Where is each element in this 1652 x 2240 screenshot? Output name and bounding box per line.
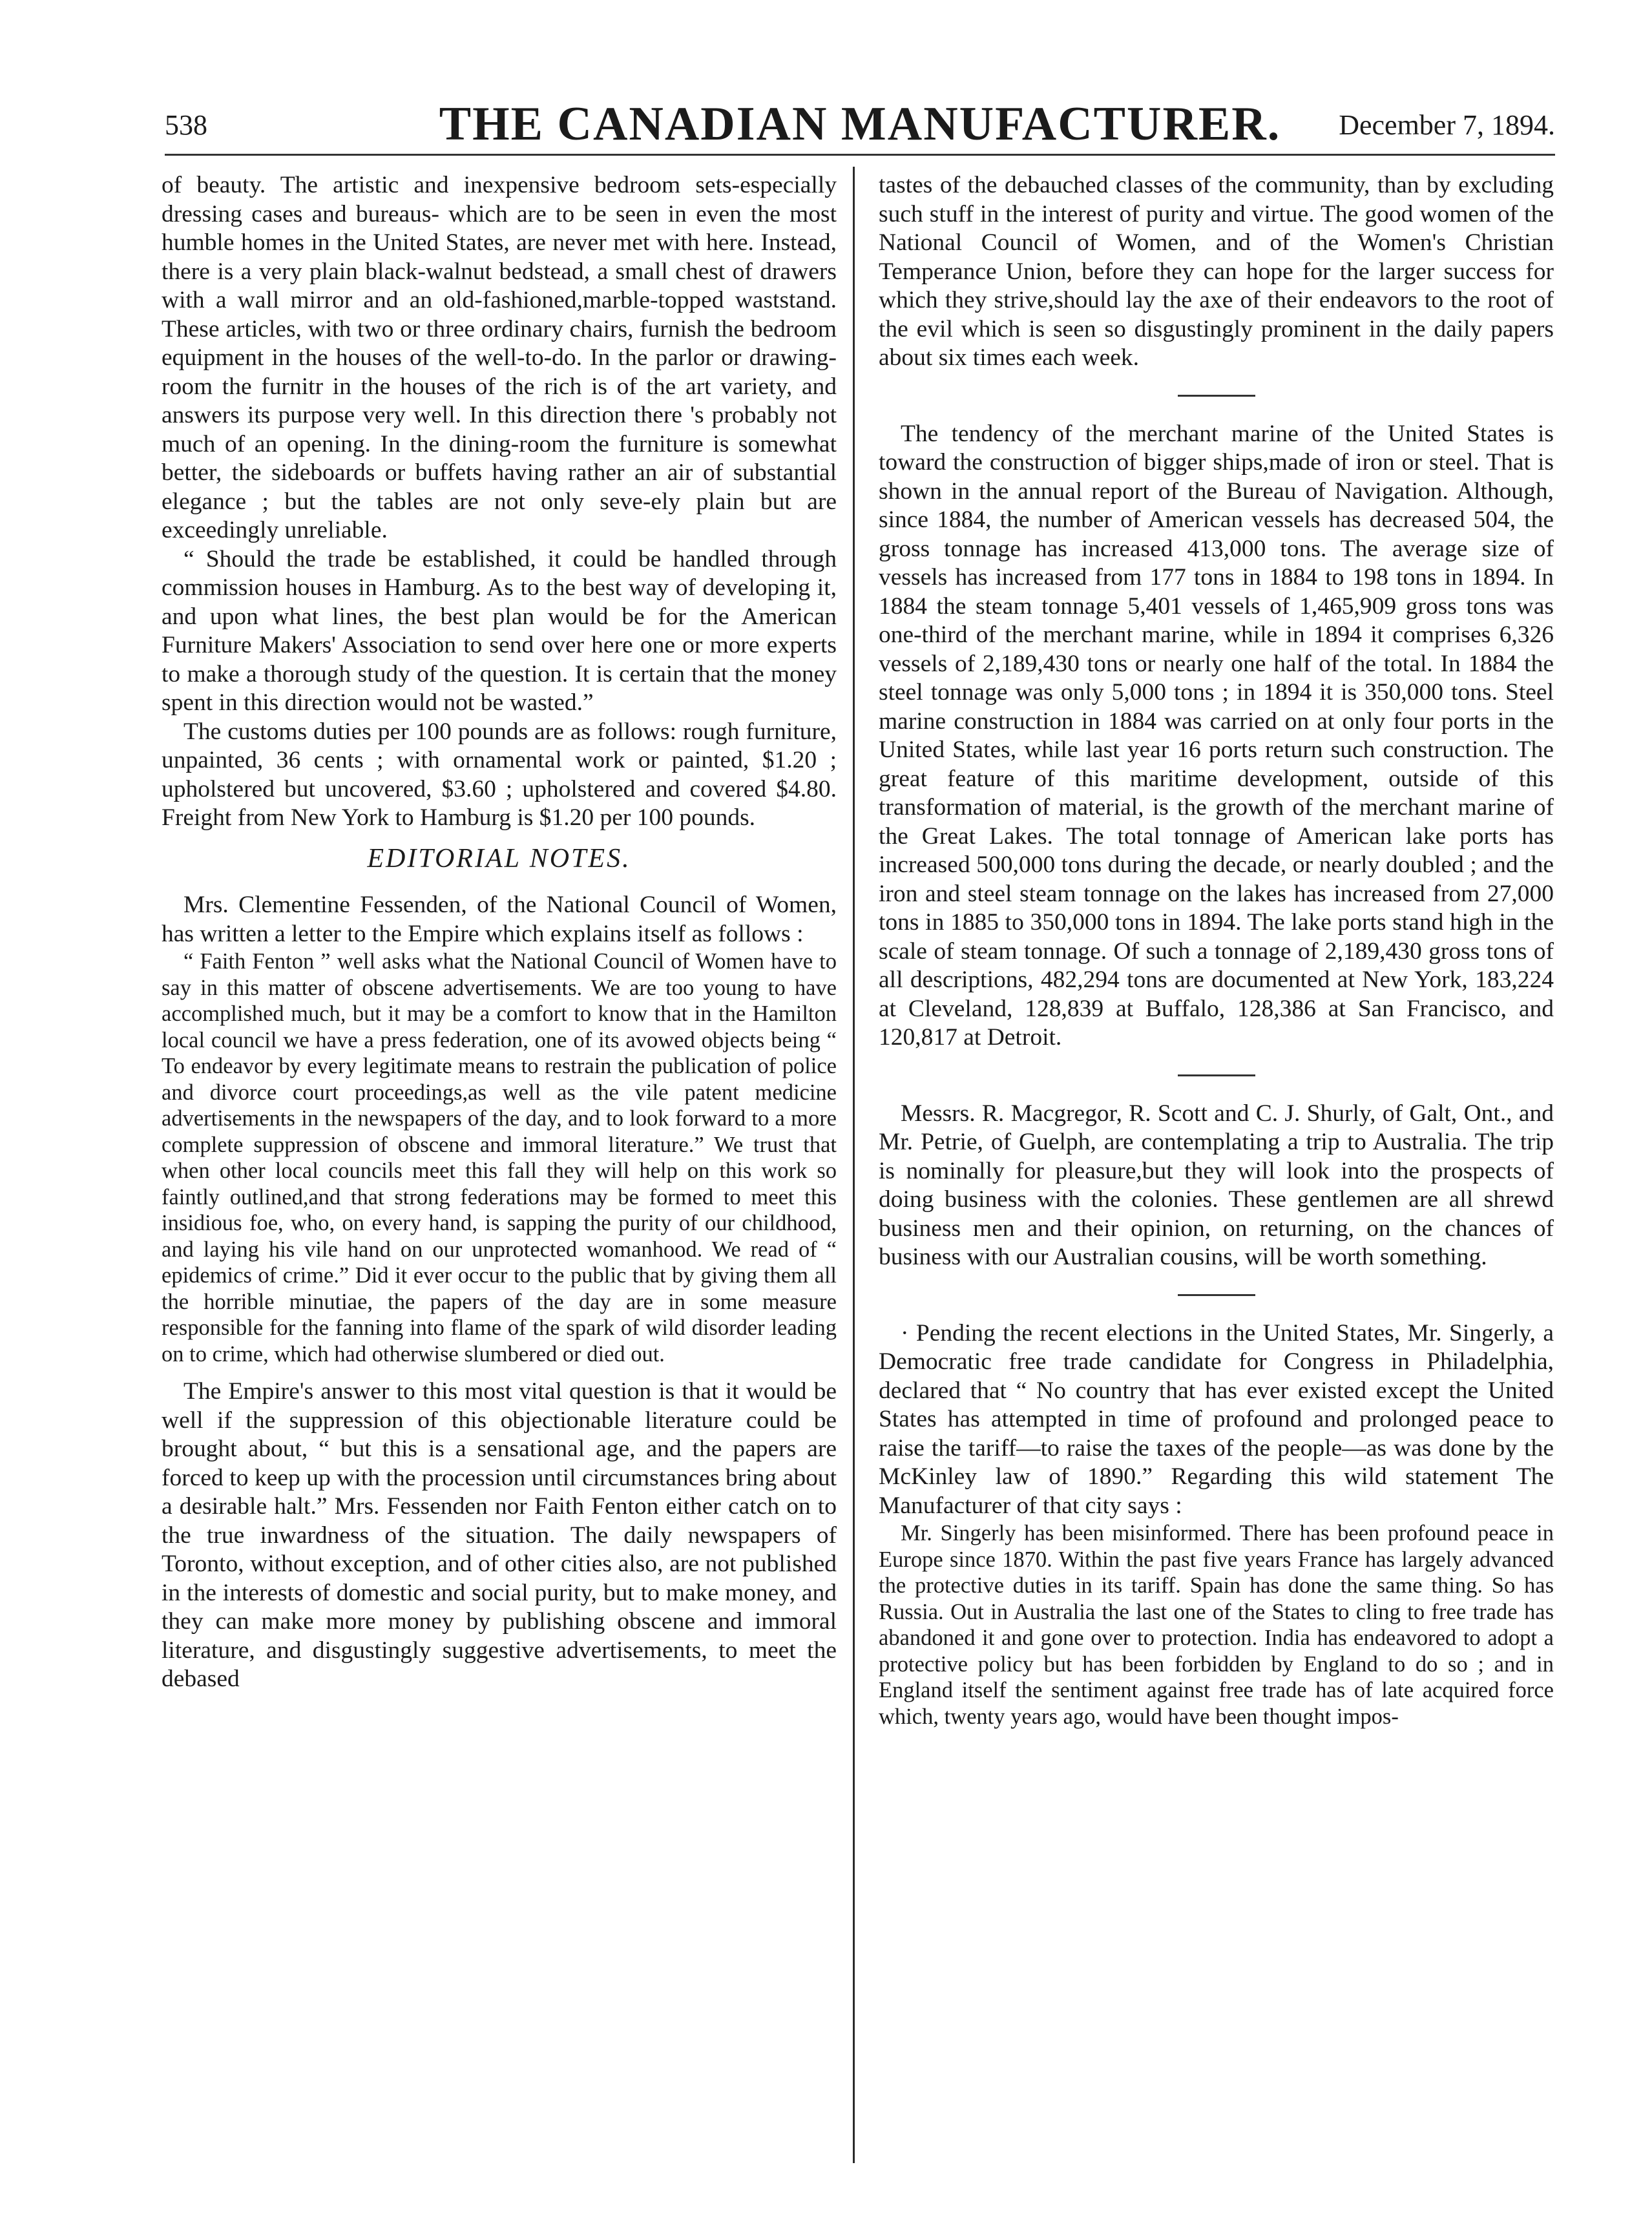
article-paragraph: tastes of the debauched classes of the community, than by excluding such stuff in the interest of purity and virtue. The good women of the National Council of Women, and of the Women's Christian Temperance Union, before they can hope for the larger success for which they strive,should lay the axe of their endeavors to the root of the evil which is seen so disgustingly prominent in the daily papers about six times each week. <box>879 172 1554 371</box>
article-paragraph: Messrs. R. Macgregor, R. Scott and C. J. Shurly, of Galt, Ont., and Mr. Petrie, of Guelph, are contemplating a trip to Australia. The trip is nominally for pleasure,but they will look into the prospects of doing business with the colonies. These gentlemen are all shrewd business men and their opinion, on returning, on the chances of business with our Australian cousins, will be worth something. <box>879 1100 1554 1270</box>
quoted-letter: “ Faith Fenton ” well asks what the National Council of Women have to say in this matter of obscene advertisements. We are too young to have accomplished much, but it may be a comfort to know that in the Hamilton local council we have a press federation, one of its avowed objects being “ To endeavor by every legitimate means to restrain the publication of police and divorce court proceedings,as well as the vile patent medicine advertisements in the newspapers of the day, and to look forward to a more complete suppression of obscene and immoral literature.” We trust that when other local councils meet this fall they will help on this work so faintly outlined,and that strong federations may be formed to meet this insidious foe, who, on every hand, is sapping the purity of our childhood, and laying his vile hand on our unprotected womanhood. We read of “ epidemics of crime.” Did it ever occur to the public that by giving them all the horrible minutiae, the papers of the day are in some measure responsible for the fanning into flame of the spark of wild disorder leading on to crime, which had otherwise slumbered or died out. <box>162 949 837 1366</box>
quoted-passage: Mr. Singerly has been misinformed. There has been profound peace in Europe since 1870. Within the past five years France has largely advanced the protective duties in its tariff. Spain has done the same thing. So has Russia. Out in Australia the last one of the States to cling to free trade has abandoned it and gone over to protection. India has endeavored to adopt a protective policy but has been forbidden by England to do so ; and in England itself the sentiment against free trade has of late acquired force which, twenty years ago, would have been thought impos- <box>879 1521 1554 1729</box>
header-rule <box>165 154 1555 156</box>
right-column <box>879 171 1554 1730</box>
article-paragraph: The Empire's answer to this most vital question is that it would be well if the suppression of this objectionable literature could be brought about, “ but this is a sensational age, and the papers are forced to keep up with the procession until circumstances bring about a desirable halt.” Mrs. Fessenden nor Faith Fenton either catch on to the true inwardness of the situation. The daily newspapers of Toronto, without exception, and of other cities also, are not published in the interests of domestic and social purity, but to make money, and they can make more money by publishing obscene and immoral literature, and disgustingly suggestive advertisements, to meet the debased <box>162 1378 837 1692</box>
masthead-title: THE CANADIAN MANUFACTURER. <box>439 98 1281 151</box>
section-separator <box>1178 395 1255 397</box>
article-paragraph: · Pending the recent elections in the United States, Mr. Singerly, a Democratic free trade candidate for Congress in Philadelphia, declared that “ No country that has ever existed except the United States has attempted in time of profound and prolonged peace to raise the tariff—to raise the taxes of the people—as was done by the McKinley law of 1890.” Regarding this wild statement The Manufacturer of that city says : <box>879 1319 1554 1519</box>
column-divider <box>853 167 855 2163</box>
article-paragraph: Mrs. Clementine Fessenden, of the National Council of Women, has written a letter to the Empire which explains itself as follows : <box>162 892 837 947</box>
page-number: 538 <box>165 109 207 141</box>
article-paragraph: “ Should the trade be established, it could be handled through commission houses in Hamburg. As to the best way of developing it, and upon what lines, the best plan would be for the American Furniture Makers' Association to send over here one or more experts to make a thorough study of the question. It is certain that the money spent in this direction would not be wasted.” <box>162 545 837 716</box>
article-paragraph: The tendency of the merchant marine of the United States is toward the construction of bigger ships,made of iron or steel. That is shown in the annual report of the Bureau of Navigation. Although, since 1884, the number of American vessels has decreased 504, the gross tonnage has increased 413,000 tons. The average size of vessels has increased from 177 tons in 1884 to 198 tons in 1894. In 1884 the steam tonnage 5,401 vessels of 1,465,909 gross tons was one-third of the merchant marine, while in 1894 it comprises 6,326 vessels of 2,189,430 tons or nearly one half of the total. In 1884 the steel tonnage was only 5,000 tons ; in 1894 it is 350,000 tons. Steel marine construction in 1884 was carried on at only four ports in the United States, while last year 16 ports return such construction. The great feature of this maritime development, outside of this transformation of material, is the growth of the merchant marine of the Great Lakes. The total tonnage of American lake ports has increased 500,000 tons during the decade, or nearly doubled ; and the iron and steel steam tonnage on the lakes has increased from 27,000 tons in 1885 to 350,000 tons in 1894. The lake ports stand high in the scale of steam tonnage. Of such a tonnage of 2,189,430 gross tons of all descriptions, 482,294 tons are documented at New York, 183,224 at Cleveland, 128,839 at Buffalo, 128,386 at San Francisco, and 120,817 at Detroit. <box>879 420 1554 1051</box>
article-paragraph: The customs duties per 100 pounds are as follows: rough furniture, unpainted, 36 cents ; with ornamental work or painted, $1.20 ; upholstered but uncovered, $3.60 ; upholstered and covered $4.80. Freight from New York to Hamburg is $1.20 per 100 pounds. <box>162 718 837 831</box>
article-paragraph: of beauty. The artistic and inexpensive bedroom sets-especially dressing cases and bureaus- which are to be seen in even the most humble homes in the United States, are never met with here. Instead, there is a very plain black-walnut bedstead, a small chest of drawers with a wall mirror and an old-fashioned,marble-topped waststand. These articles, with two or three ordinary chairs, furnish the bedroom equipment in the houses of the well-to-do. In the parlor or drawing-room the furnitr in the houses of the rich is of the art variety, and answers its purpose very well. In this direction there 's probably not much of an opening. In the dining-room the furniture is somewhat better, the sideboards or buffets having rather an air of substantial elegance ; but the tables are not only seve-ely plain but are exceedingly unreliable. <box>162 172 837 543</box>
page-header <box>165 97 1555 155</box>
section-separator <box>1178 1074 1255 1076</box>
section-separator <box>1178 1294 1255 1296</box>
issue-date: December 7, 1894. <box>1339 109 1555 141</box>
section-heading: EDITORIAL NOTES. <box>367 843 631 874</box>
left-column <box>162 171 837 1694</box>
